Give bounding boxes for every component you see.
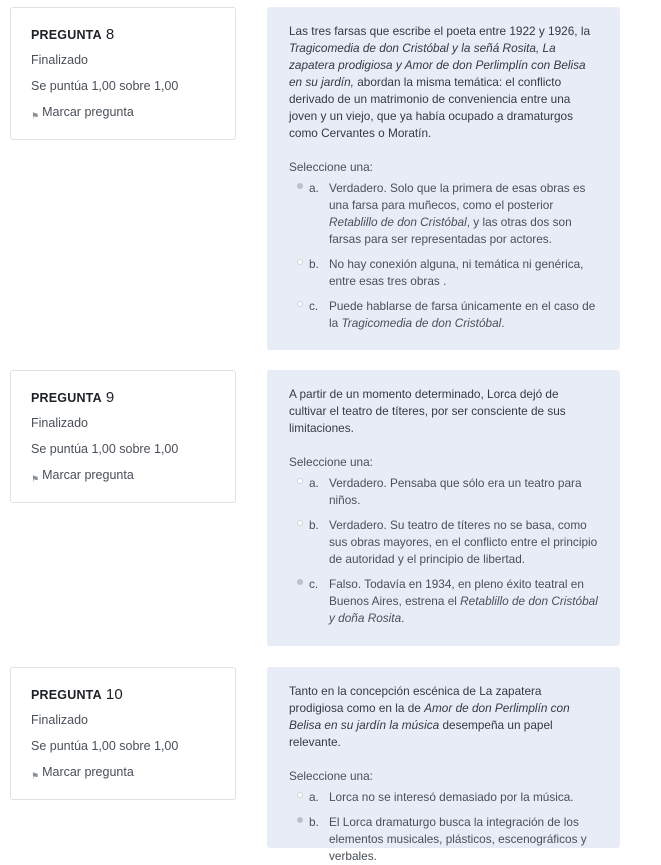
radio[interactable] [297,520,303,526]
question-number: PREGUNTA 9 [31,389,115,406]
flag-icon: ⚑ [31,474,40,484]
question-grade: Se puntúa 1,00 sobre 1,00 [31,739,179,753]
question-number: PREGUNTA 10 [31,686,123,703]
answer-prompt: Seleccione una: [289,769,373,783]
question-text: Las tres farsas que escribe el poeta entre 1922 y 1926, la Tragicomedia de don Cristóbal y la señá Rosita, La zapatera prodigiosa y Amor de don Perlimplín con Belisa en su jardín, abordan la misma temática: el conflicto derivado de un matrimonio de conveniencia entre una joven y un viejo, que ya había ocupado a dramaturgos como Cervantes o Moratín. [289,24,591,140]
answer-option-c[interactable]: c. Falso. Todavía en 1934, en pleno éxito teatral en Buenos Aires, estrena el Retablillo de don Cristóbal y doña Rosita. [289,576,598,627]
question-state: Finalizado [31,53,88,67]
answer-option-a[interactable]: a. Verdadero. Pensaba que sólo era un teatro para niños. [289,475,598,509]
question-info-10 [10,667,236,800]
answer-option-a[interactable]: a. Lorca no se interesó demasiado por la música. [289,789,598,806]
flag-icon: ⚑ [31,771,40,781]
radio[interactable] [297,301,303,307]
question-grade: Se puntúa 1,00 sobre 1,00 [31,79,179,93]
answer-list [289,475,598,627]
answer-option-b[interactable]: b. Verdadero. Su teatro de títeres no se basa, como sus obras mayores, en el conflicto entre el principio de autoridad y el principio de libertad. [289,517,598,568]
answer-prompt: Seleccione una: [289,455,373,469]
question-grade: Se puntúa 1,00 sobre 1,00 [31,442,179,456]
flag-icon: ⚑ [31,111,40,121]
flag-question-link[interactable]: ⚑ Marcar pregunta [31,765,134,781]
question-content-9 [267,370,620,646]
radio[interactable] [297,792,303,798]
flag-question-link[interactable]: ⚑ Marcar pregunta [31,468,134,484]
question-state: Finalizado [31,713,88,727]
answer-option-c[interactable]: c. Puede hablarse de farsa únicamente en el caso de la Tragicomedia de don Cristóbal. [289,298,598,332]
radio-selected[interactable] [297,579,303,585]
answer-option-b[interactable]: b. No hay conexión alguna, ni temática ni genérica, entre esas tres obras . [289,256,598,290]
question-info-9 [10,370,236,503]
radio[interactable] [297,478,303,484]
radio-selected[interactable] [297,817,303,823]
question-text: Tanto en la concepción escénica de La zapatera prodigiosa como en la de Amor de don Perlimplín con Belisa en su jardín la música desempeña un papel relevante. [289,684,570,749]
radio-selected[interactable] [297,183,303,189]
answer-list [289,789,598,865]
question-text: A partir de un momento determinado, Lorca dejó de cultivar el teatro de títeres, por ser consciente de sus limitaciones. [289,387,566,435]
question-state: Finalizado [31,416,88,430]
answer-prompt: Seleccione una: [289,160,373,174]
question-number: PREGUNTA 8 [31,26,115,43]
question-content-8 [267,7,620,350]
answer-option-b[interactable]: b. El Lorca dramaturgo busca la integración de los elementos musicales, plásticos, escenográficos y verbales. [289,814,598,865]
radio[interactable] [297,259,303,265]
answer-option-a[interactable]: a. Verdadero. Solo que la primera de esas obras es una farsa para muñecos, como el posterior Retablillo de don Cristóbal, y las otras dos son farsas para ser representadas por actores. [289,180,598,248]
answer-list [289,180,598,332]
flag-question-link[interactable]: ⚑ Marcar pregunta [31,105,134,121]
question-info-8 [10,7,236,140]
question-content-10 [267,667,620,863]
